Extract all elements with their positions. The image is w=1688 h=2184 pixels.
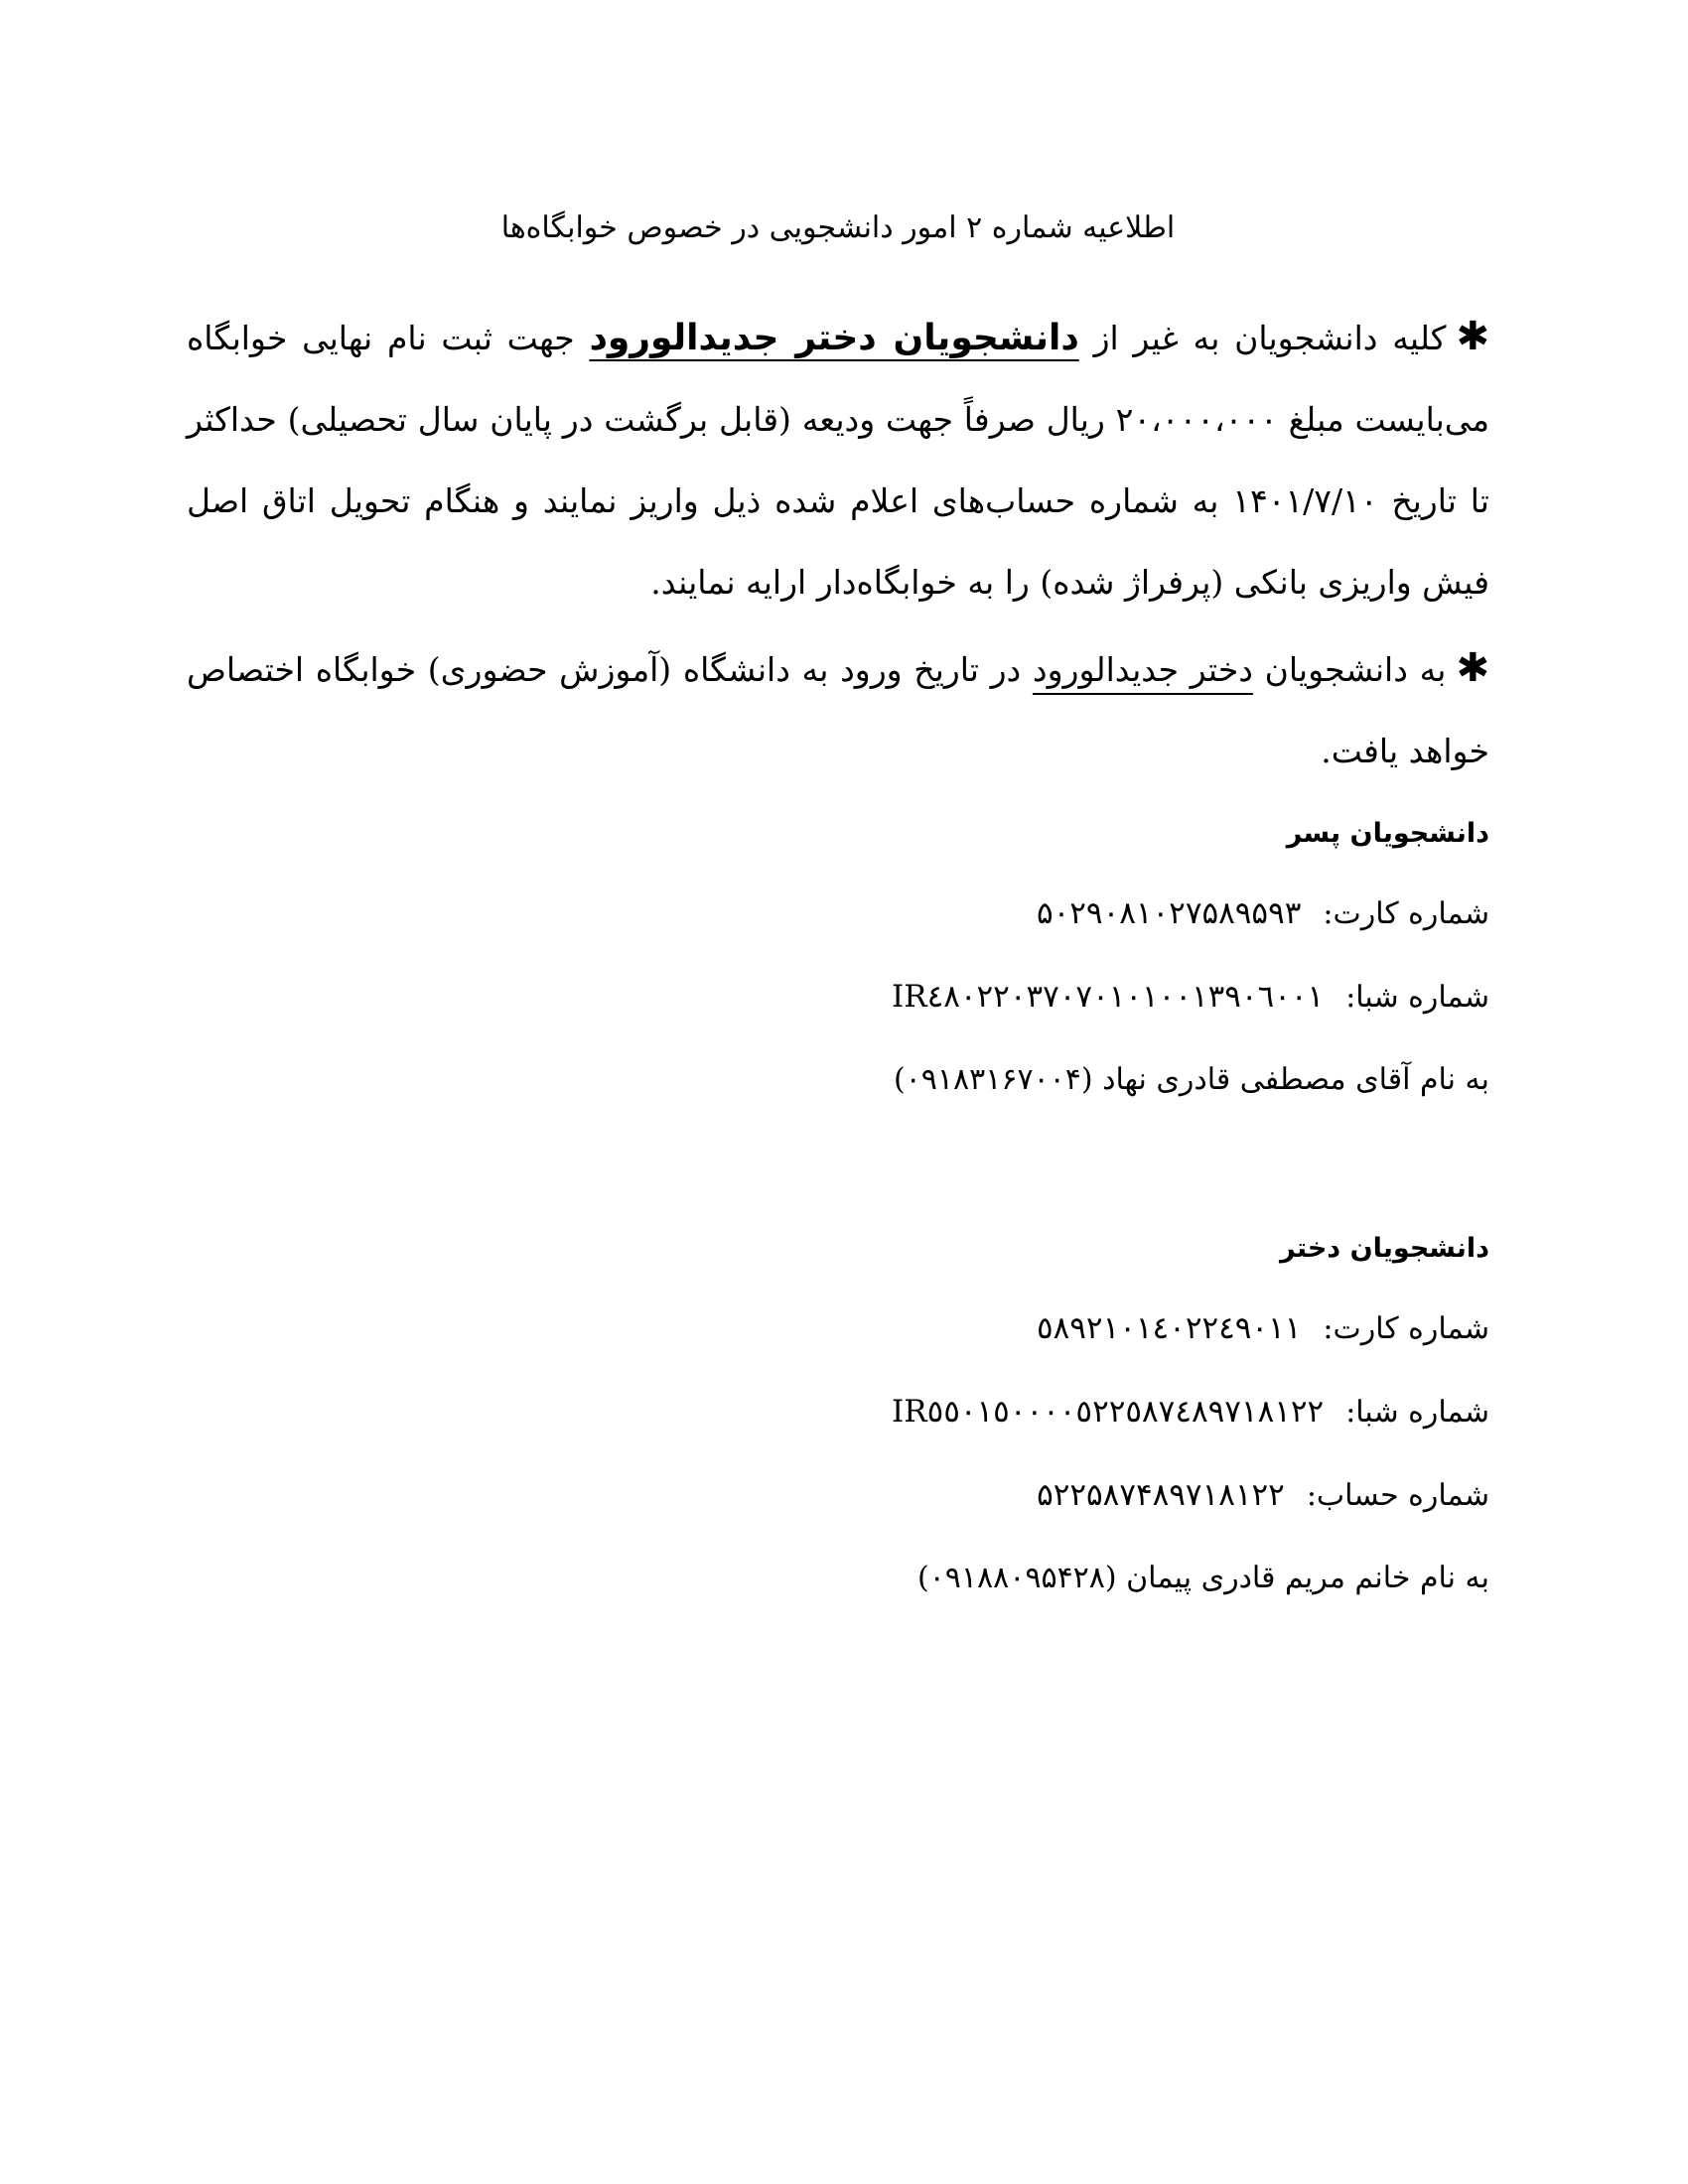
boys-heading: دانشجویان پسر	[1286, 818, 1489, 849]
girls-account-label: شماره حساب:	[1306, 1478, 1489, 1513]
boys-sheba-label: شماره شبا:	[1345, 980, 1489, 1015]
girls-sheba-row	[892, 1390, 1489, 1434]
girls-heading: دانشجویان دختر	[1280, 1233, 1489, 1264]
girls-account-number: ۵۲۲۵۸۷۴۸۹۷۱۸۱۲۲	[1037, 1477, 1285, 1513]
document-page	[187, 0, 1489, 2184]
girls-card-number: ٥٨٩٢١٠١٤٠٢٢٤٩٠١١	[1036, 1310, 1302, 1346]
boys-sheba-number: IR٤٨٠٢٢٠٣٧٠٧٠١٠١٠٠١٣٩٠٦٠٠١	[891, 979, 1325, 1015]
boys-sheba-row	[892, 975, 1489, 1020]
boys-owner: به نام آقای مصطفی قادری نهاد (۰۹۱۸۳۱۶۷۰۰۴)	[893, 1062, 1489, 1097]
paragraph-1-emphasis: دانشجویان دختر جدیدالورود	[589, 318, 1079, 358]
paragraph-1-before: کلیه دانشجویان به غیر از	[1093, 319, 1447, 357]
paragraph-deposit-notice	[187, 296, 1489, 623]
girls-card-label: شماره کارت:	[1323, 1311, 1489, 1346]
girls-account-row	[1037, 1473, 1489, 1518]
girls-owner: به نام خانم مریم قادری پیمان (۰۹۱۸۸۰۹۵۴۲۸)	[916, 1561, 1489, 1595]
girls-sheba-number: IR٥٥٠١٥٠٠٠٠٥٢٢٥٨٧٤٨٩٧١٨١٢٢	[891, 1394, 1325, 1430]
boys-card-row	[1037, 891, 1489, 936]
girls-card-row	[1037, 1306, 1489, 1351]
paragraph-2-after: در تاریخ ورود به دانشگاه (آموزش حضوری) خوابگاه اختصاص خواهد یافت.	[187, 650, 1489, 770]
boys-card-number: ۵۰۲۹۰۸۱۰۲۷۵۸۹۵۹۳	[1036, 895, 1302, 931]
boys-card-label: شماره کارت:	[1323, 896, 1489, 931]
paragraph-1-after: جهت ثبت نام نهایی خوابگاه می‌بایست مبلغ ۲۰،۰۰۰،۰۰۰ ریال صرفاً جهت ودیعه (قابل برگشت در پایان سال تحصیلی) حداکثر تا تاریخ ۱۴۰۱/۷/۱۰ به شماره حساب‌های اعلام شده ذیل واریز نمایند و هنگام تحویل اتاق اصل فیش واریزی بانکی (پرفراژ شده) را به خوابگاه‌دار ارایه نمایند.	[187, 319, 1489, 602]
paragraph-new-girls-notice	[187, 627, 1489, 792]
paragraph-2-before: به دانشجویان	[1264, 650, 1447, 689]
asterisk-icon: ✱	[1456, 314, 1490, 359]
girls-sheba-label: شماره شبا:	[1345, 1395, 1489, 1430]
page-title: اطلاعیه شماره ۲ امور دانشجویی در خصوص خوابگاه‌ها	[500, 210, 1176, 245]
asterisk-icon: ✱	[1456, 645, 1489, 691]
paragraph-2-emphasis: دختر جدیدالورود	[1032, 650, 1253, 689]
